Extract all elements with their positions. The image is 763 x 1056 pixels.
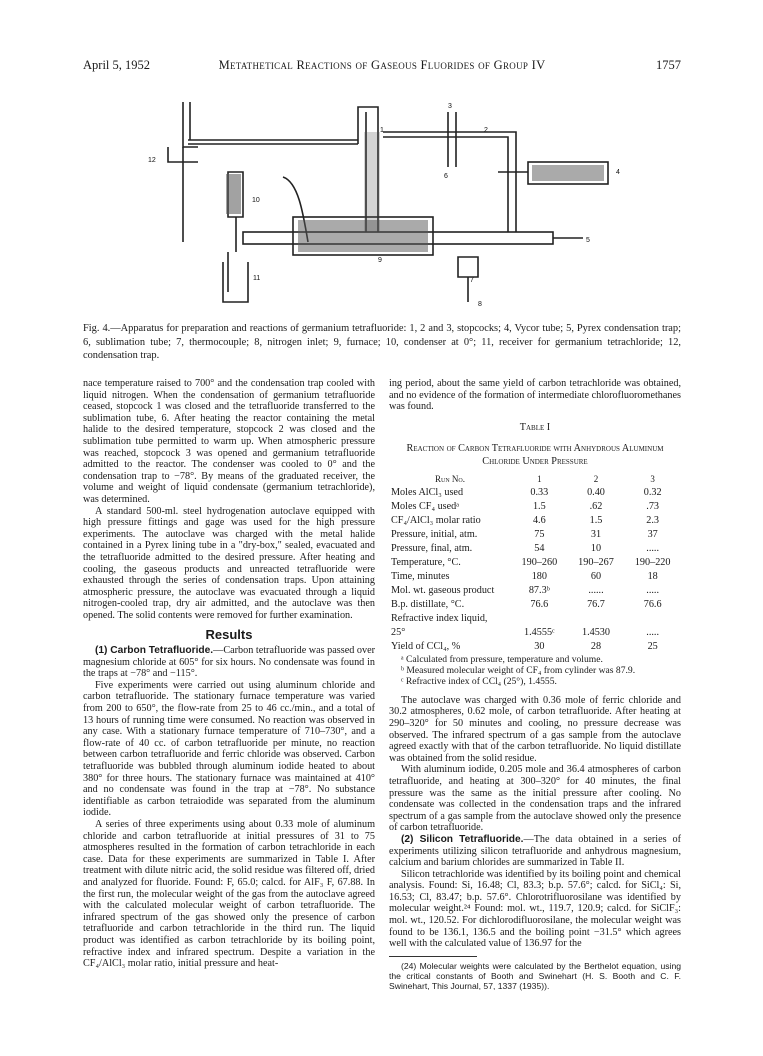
table-cell <box>568 612 625 626</box>
table-cell: 10 <box>590 542 602 554</box>
table-cell: 1.5 <box>589 514 603 526</box>
table-footnote-c: ᶜ Refractive index of CCl₄ (25°), 1.4555. <box>401 675 557 687</box>
table-cell: 0.33 <box>530 486 549 498</box>
table-row-label: B.p. distillate, °C. <box>391 598 465 610</box>
paragraph: nace temperature raised to 700° and the condensation trap cooled with liquid nitrogen. When the condensation of germanium tetrafluoride ceased, stopcock 1 was closed and the tetrafluoride transferred to the sublimation tube, 6. After heating the reactor containing the metal halide to the desired temperature, stopcock 2 was closed and the sublimation tube permitted to warm up. When atmospheric pressure was reached, stopcock 3 was opened and germanium tetrafluoride admitted to the reactor. The condenser was cooled to 0° and the condensation trap to −78°. By means of the graduated receiver, the volume and weight of liquid condensate (germanium tetrachloride), was determined. <box>83 378 375 505</box>
table-cell: 1 <box>537 473 542 484</box>
table-row-label: Time, minutes <box>391 570 450 582</box>
svg-text:3: 3 <box>448 103 452 110</box>
subsection-title: (2) Silicon Tetrafluoride. <box>401 833 524 845</box>
table-row-label: CF₄/AlCl₃ molar ratio <box>391 514 481 526</box>
subsection-title: (1) Carbon Tetrafluoride. <box>95 645 214 657</box>
table-cell: 2.3 <box>646 514 660 526</box>
table-cell: 60 <box>590 570 602 582</box>
table-cell: 1.5 <box>532 500 546 512</box>
svg-text:12: 12 <box>148 157 156 164</box>
table-cell: ..... <box>646 584 660 596</box>
paragraph: Five experiments were carried out using aluminum chloride and carbon tetrafluoride. The stationary furnace temperature was varied from 200 to 650°, the flow-rate from 25 to 46 cc./min., and a total of 13 hours of running time were consumed. No reaction was observed in any case. With a stationary furnace temperature of 710–730°, and a flow-rate of 40 cc. of carbon tetrafluoride per minute, no reaction between carbon tetrafluoride and ferric chloride was observed. Carbon tetrafluoride was bubbled through aluminum iodide heated to about 380° for three hours. The stationary furnace was maintained at 410° and no condensate was found in the trap at −78°. No substance identifiable as carbon tetraiodide was separated from the aluminum iodide. <box>83 679 375 819</box>
table-cell: 190–260 <box>521 556 558 568</box>
table-row <box>389 612 681 626</box>
table-cell: 25 <box>647 640 658 652</box>
right-column <box>389 378 681 991</box>
table-row-label: Pressure, initial, atm. <box>391 528 478 540</box>
footnote-24: (24) Molecular weights were calculated by the Berthelot equation, using the critical constants of Booth and Swinehart (H. S. Booth and C. F. Swinehart, This Journal, 57, 1337 (1935)). <box>389 960 681 991</box>
table-row <box>389 570 681 584</box>
svg-text:10: 10 <box>252 197 260 204</box>
running-header <box>83 58 681 74</box>
table-cell: 3 <box>650 473 655 484</box>
table-cell: 2 <box>593 473 599 484</box>
header-page-number: 1757 <box>656 58 681 72</box>
paragraph: ing period, about the same yield of carbon tetrachloride was obtained, and no evidence of the formation of intermediate chlorofluoromethanes was found. <box>389 378 681 413</box>
table-cell: 0.32 <box>643 486 662 498</box>
table-cell <box>511 612 568 626</box>
paragraph: A standard 500-ml. steel hydrogenation autoclave equipped with high pressure fittings and gage was used for the high pressure experiments. The autoclave was charged with the metal halide contained in a Pyrex lining tube in a "dry-box," sealed, evacuated and the tetrafluoride admitted to the desired pressure. After heating and cooling, the gaseous products and unreacted tetrafluoride were exhausted through the series of condensation traps. Upon attaining atmospheric pressure, the autoclave was evacuated through a liquid nitrogen-cooled trap, dry air admitted, and the autoclave was then opened. The solid contents were removed for further examination. <box>83 505 375 621</box>
svg-text:9: 9 <box>378 257 382 264</box>
table-row-label: Refractive index liquid, <box>391 612 488 624</box>
table-cell: 37 <box>647 528 658 540</box>
table-cell: 4.6 <box>532 514 546 526</box>
table-cell: ..... <box>646 542 660 554</box>
table-cell: 87.3ᵇ <box>528 584 550 596</box>
figure-caption: Fig. 4.—Apparatus for preparation and reactions of germanium tetrafluoride: 1, 2 and 3, stopcocks; 4, Vycor tube; 5, Pyrex condensation trap; 6, sublimation tube; 7, thermocouple; 8, nitrogen inlet; 9, furnace; 10, condenser at 0°; 11, receiver for germanium tetrachloride; 12, condensation trap. <box>83 323 681 361</box>
left-column <box>83 378 375 970</box>
table-row-label: Yield of CCl₄, % <box>391 640 461 652</box>
table-label: Table I <box>519 421 551 433</box>
table-row <box>389 528 681 542</box>
table-row <box>389 598 681 612</box>
table-cell: 1.4530 <box>581 626 610 638</box>
figure-labels <box>148 103 620 308</box>
table-title: Reaction of Carbon Tetrafluoride with Anhydrous Aluminum Chloride Under Pressure <box>406 442 664 467</box>
table-row-label: Pressure, final, atm. <box>391 542 473 554</box>
table-cell: 190–267 <box>578 556 614 568</box>
svg-text:6: 6 <box>444 173 448 180</box>
table-row <box>389 584 681 598</box>
table-row-label: Mol. wt. gaseous product <box>391 584 495 596</box>
paragraph: With aluminum iodide, 0.205 mole and 36.4 atmospheres of carbon tetrafluoride, and heating at 300–320° for 40 minutes, the final pressure was the same as the initial pressure after cooling. No condensate was collected in the condensation traps and the infrared spectrum of a gas sample from the autoclave showed only the presence of carbon tetrafluoride. <box>389 764 681 834</box>
apparatus-figure <box>128 92 648 314</box>
table-row <box>389 640 681 654</box>
table-1 <box>389 472 681 654</box>
table-cell: 75 <box>534 528 545 540</box>
table-cell: ...... <box>588 584 604 596</box>
table-row <box>389 556 681 570</box>
table-cell: 54 <box>534 542 545 554</box>
table-row-label: Run No. <box>434 473 465 484</box>
paragraph: A series of three experiments using about 0.33 mole of aluminum chloride and carbon tetrafluoride at initial pressures of 31 to 75 atmospheres resulted in the formation of carbon tetrachloride in each case. Data for these experiments are summarized in Table I. After treatment with dilute nitric acid, the solid residue was filtered off, dried and analyzed for fluoride. Found: F, 65.0; calcd. for AlF₃ F, 67.88. In the first run, the molecular weight of the gas from the autoclave agreed with the calculated molecular weight of carbon tetrafluoride. The infrared spectrum of the gas showed only the presence of carbon tetrafluoride and carbon tetrachloride in the third run. The liquid product was identified as carbon tetrachloride by its boiling point, refractive index and infrared spectrum. Despite a variation in the CF₄/AlCl₃ molar ratio, initial pressure and heat- <box>83 818 375 970</box>
footnote-rule <box>389 956 477 957</box>
svg-text:11: 11 <box>253 275 261 282</box>
table-cell: 30 <box>534 640 545 652</box>
table-cell: 31 <box>590 528 602 540</box>
table-cell: .62 <box>589 500 603 512</box>
table-footnote-a: ᵃ Calculated from pressure, temperature and volume. <box>401 653 603 665</box>
paragraph-silicon-tetrafluoride: (2) Silicon Tetrafluoride.—The data obtained in a series of experiments utilizing silicon tetrafluoride and anhydrous magnesium, calcium and barium chlorides are summarized in Table II. <box>389 833 681 869</box>
paragraph: Silicon tetrachloride was identified by its boiling point and chemical analysis. Found: Si, 16.48; Cl, 83.3; b.p. 57.6°; calcd. for SiCl₄: Si, 16.53; Cl, 83.47; b.p. 57.6°. Chlorotrifluorosilane was identified by molecular weight.²⁴ Found: mol. wt., 119.7, 120.9; calcd. for SiClF₃: mol. wt., 120.52. For dichlorodifluorosilane, the molecular weight was found to be 136.1, 136.5 and the boiling point −31.5° which agrees well with the calculated value of 136.97 for the <box>389 868 681 950</box>
paragraph-carbon-tetrafluoride: (1) Carbon Tetrafluoride.—Carbon tetrafluoride was passed over magnesium chloride at 605° for six hours. No condensate was found in the traps at −78° and −115°. <box>83 645 375 680</box>
table-row <box>389 626 681 640</box>
table-cell: 28 <box>590 640 602 652</box>
table-cell: 18 <box>647 570 658 582</box>
table-cell: 0.40 <box>587 486 605 498</box>
table-cell: 76.7 <box>587 598 605 610</box>
table-cell: 1.4555ᶜ <box>524 626 555 638</box>
table-cell: .73 <box>646 500 660 512</box>
table-cell <box>624 612 681 626</box>
table-row-label: 25° <box>391 626 406 638</box>
table-row-label: Temperature, °C. <box>391 556 461 568</box>
svg-text:7: 7 <box>470 277 474 284</box>
paragraph: The autoclave was charged with 0.36 mole of ferric chloride and 30.2 atmospheres, 0.62 mole, of carbon tetrafluoride. After heating at 290–320° for 50 minutes and cooling, no pressure decrease was observed. The infrared spectrum of a gas sample from the autoclave agreed exactly with that of the carbon tetrafluoride. No liquid distillate was obtained from the solid residue. <box>389 694 681 764</box>
table-row <box>389 542 681 556</box>
svg-text:8: 8 <box>478 301 482 308</box>
svg-text:5: 5 <box>586 237 590 244</box>
header-title: Metathetical Reactions of Gaseous Fluorides of Group IV <box>218 58 546 72</box>
table-cell: ..... <box>646 626 660 638</box>
table-cell: 76.6 <box>530 598 549 610</box>
header-date: April 5, 1952 <box>83 58 151 72</box>
table-row <box>389 500 681 514</box>
table-cell: 180 <box>531 570 547 582</box>
svg-text:1: 1 <box>380 127 384 134</box>
table-row <box>389 514 681 528</box>
table-row <box>389 486 681 500</box>
svg-text:2: 2 <box>484 127 488 134</box>
table-header-row <box>389 472 681 486</box>
table-footnote-b: ᵇ Measured molecular weight of CF₄ from cylinder was 87.9. <box>401 664 636 676</box>
table-cell: 190–220 <box>634 556 671 568</box>
svg-text:4: 4 <box>616 169 620 176</box>
section-heading-results: Results <box>205 627 253 643</box>
table-row-label: Moles AlCl₃ used <box>391 486 464 498</box>
table-cell: 76.6 <box>643 598 662 610</box>
table-row-label: Moles CF₄ usedᵃ <box>391 500 460 512</box>
